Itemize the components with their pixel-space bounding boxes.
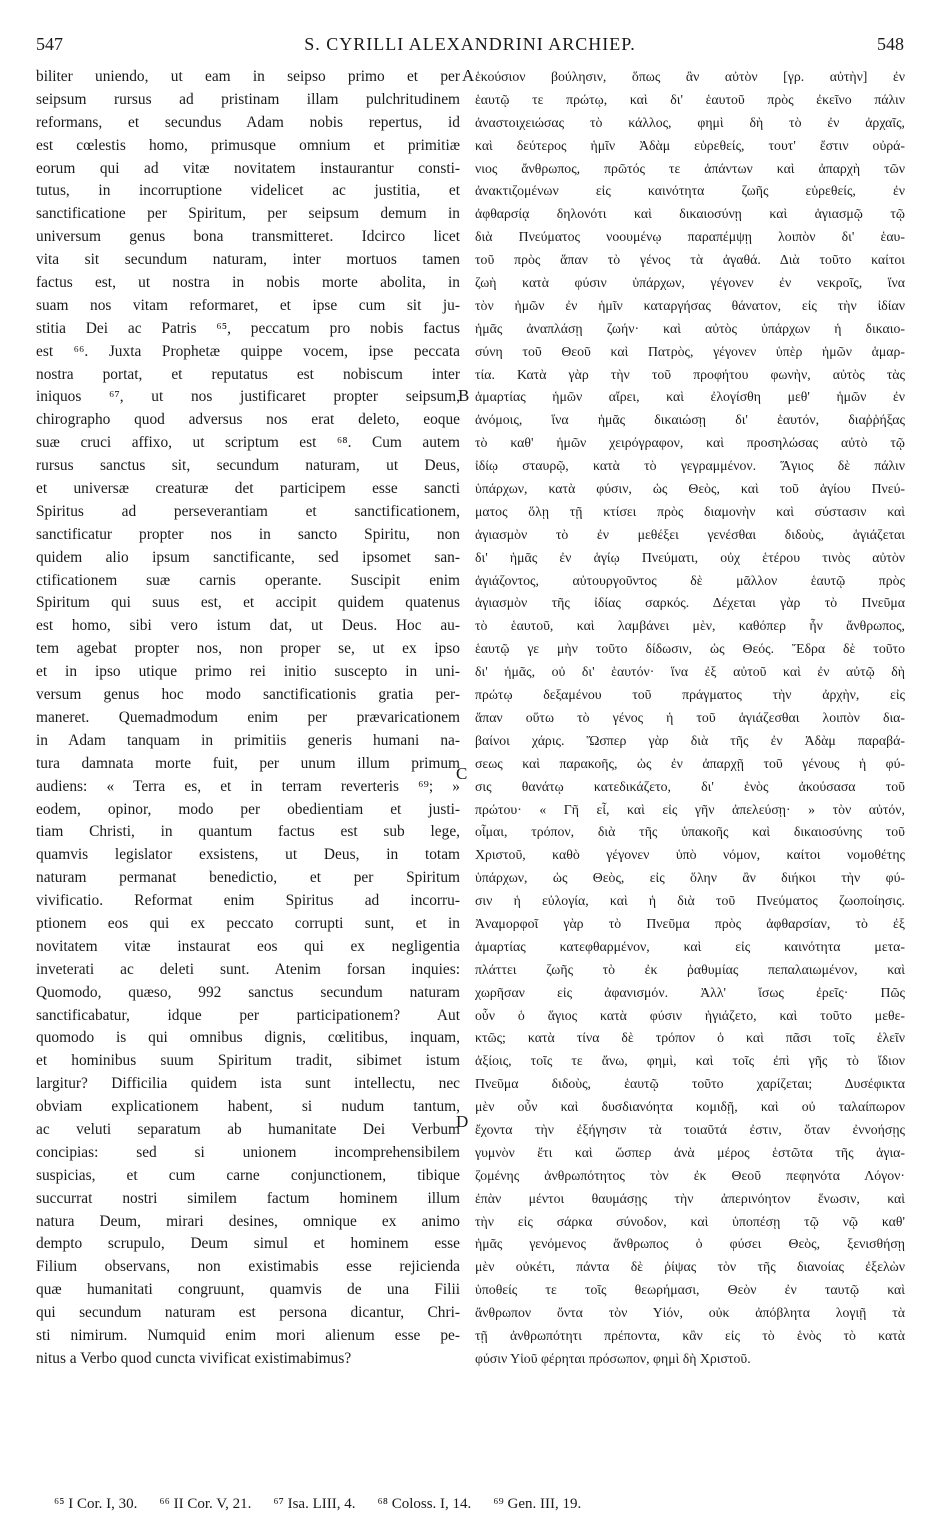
greek-text-line: ἄνθρωπον ὄντα τὸν Υἱόν, οὐκ ἀπόβλητα λογιῇ τὰ bbox=[475, 1305, 905, 1321]
latin-column bbox=[36, 66, 460, 1371]
latin-text-line: qui secundum naturam est persona dicantur, Chri- bbox=[36, 1304, 460, 1322]
latin-text-line: seipsum rursus ad pristinam illam pulchritudinem bbox=[36, 90, 460, 108]
section-marker-b: B bbox=[458, 386, 470, 405]
latin-text-line: tutus, in incorruptione videlicet ac justitia, et bbox=[36, 182, 460, 200]
greek-text-line: ἁγιάζοντος, αὐτουργοῦντος δὲ μᾶλλον ἑαυτῷ πρὸς bbox=[475, 572, 905, 588]
page-number-left: 547 bbox=[36, 34, 63, 54]
latin-text-line: quamvis legislator exsistens, ut Deus, in totam bbox=[36, 846, 460, 864]
greek-text-line: ὑπάρχων, ὡς Θεὸς, εἰς ὅλην ἂν διήκοι τὴν φύ- bbox=[475, 870, 905, 886]
greek-text-line: ἅπαν οὕτω τὸ γένος ἡ τοῦ ἁγιάζεσθαι λοιπὸν δια- bbox=[475, 709, 905, 725]
latin-text-line: sanctificabatur, idque per participationem? Aut bbox=[36, 1006, 460, 1024]
greek-text-line: κτῶς; κατὰ τίνα δὲ τρόπον ὁ καὶ πᾶσι τοῖς ἑλεῖν bbox=[475, 1030, 905, 1046]
latin-text-line: vivificatio. Reformat enim Spiritus ad incorru- bbox=[36, 892, 460, 910]
greek-text-line: ἔχοντα τὴν ἐξήγησιν τὰ τοιαῦτά ἐστιν, ὅταν ἐννοήσῃς bbox=[475, 1121, 905, 1137]
latin-text-line: quæ humanitati congruunt, quamvis de una Filii bbox=[36, 1281, 460, 1299]
greek-text-line: οἶμαι, τρόπον, διὰ τῆς ὑπακοῆς καὶ δικαιοσύνης τοῦ bbox=[475, 824, 905, 840]
latin-text-line: succurrat nostri similem factum hominem illum bbox=[36, 1189, 460, 1207]
latin-text-line: novitatem vitæ instaurat eos qui ex negligentia bbox=[36, 937, 460, 955]
greek-text-line: ἡμᾶς ἀναπλάσῃ ζωήν· καὶ αὐτὸς ὑπάρχων ἡ δικαιο- bbox=[475, 320, 905, 336]
latin-text-line: tiam Christi, in quantum factus est sub lege, bbox=[36, 823, 460, 841]
section-marker-a: A bbox=[462, 66, 475, 85]
footnote: ⁶⁷ Isa. LIII, 4. bbox=[273, 1496, 356, 1512]
greek-text-line: ἡμᾶς γενόμενος ἄνθρωπος ὁ φύσει Θεὸς, ξενισθήσῃ bbox=[475, 1236, 905, 1252]
latin-text-line: tura damnata morte fuit, per unum illum primum bbox=[36, 754, 460, 772]
latin-text-line: vita sit secundum naturam, inter mortuos tamen bbox=[36, 251, 460, 269]
latin-text-line: est cœlestis homo, primusque omnium et primitiæ bbox=[36, 136, 460, 154]
greek-text-line: ἀφθαρσίᾳ δηλονότι καὶ δικαιοσύνῃ καὶ ἁγιασμῷ τῷ bbox=[475, 206, 905, 222]
latin-text-line: quomodo is qui omnibus dignis, cœlitibus, inquam, bbox=[36, 1029, 460, 1047]
greek-text-line: μὲν οὐκέτι, πάντα δὲ ῥίψας τὸν τῆς διανοίας ἐξελὼν bbox=[475, 1259, 905, 1275]
running-title: S. CYRILLI ALEXANDRINI ARCHIEP. bbox=[304, 34, 636, 54]
latin-text-line: ptionem eos qui ex peccato corrupti sunt, et in bbox=[36, 914, 460, 932]
greek-text-line: ἐπὰν μέντοι θαυμάσῃς τὴν ἀπερινόητον ἕνωσιν, καὶ bbox=[475, 1190, 905, 1206]
latin-text-line: universum genus bona transmitteret. Idcirco licet bbox=[36, 228, 460, 246]
greek-text-line: ἑκούσιον βούλησιν, ὅπως ἂν αὐτὸν [γρ. αὐτὴν] ἐν bbox=[475, 69, 905, 84]
greek-text-line: ἰδίῳ σταυρῷ, κατὰ τὸ γεγραμμένον. Ἅγιος δὲ πάλιν bbox=[475, 458, 905, 474]
greek-text-line: ματος ὅλῃ τῇ κτίσει πρὸς διαμονὴν καὶ σύστασιν καὶ bbox=[475, 503, 905, 519]
greek-text-line: σεως καὶ παρακοῆς, ὡς ἐν ἀπαρχῇ τοῦ γένους ἡ φύ- bbox=[475, 755, 905, 771]
latin-text-line: ac veluti separatum ab humanitate Dei Verbum bbox=[36, 1120, 460, 1138]
greek-text-line: ἀνακτιζομένων εἰς καινότητα ζωῆς εὑρεθείς, ἐν bbox=[475, 183, 905, 199]
latin-text-line: Spiritus ad perseverantiam et sanctificationem, bbox=[36, 502, 460, 520]
greek-text-line: πρώτου· « Γῆ εἶ, καὶ εἰς γῆν ἀπελεύσῃ· » τὸν αὐτόν, bbox=[475, 801, 905, 817]
footnote: ⁶⁵ I Cor. I, 30. bbox=[54, 1496, 138, 1512]
latin-text-line: et hominibus suum Spiritum tradit, sibimet istum bbox=[36, 1052, 460, 1070]
latin-text-line: rursus sanctus sit, secundum naturam, ut Deus, bbox=[36, 457, 460, 475]
latin-text-line: stitia Dei ac Patris ⁶⁵, peccatum pro nobis factus bbox=[36, 319, 460, 337]
greek-text-line: Πνεῦμα διδοὺς, ἑαυτῷ τοῦτο χαρίζεται; Δυσέφικτα bbox=[475, 1076, 905, 1092]
greek-column bbox=[475, 66, 905, 1371]
greek-text-line: χωρῆσαν εἰς ἀφανισμόν. Ἀλλ' ἴσως ἐρεῖς· Πῶς bbox=[475, 984, 905, 1000]
latin-text-line: eodem, opinor, modo per obedientiam et justi- bbox=[36, 800, 460, 818]
greek-text-line: γυμνὸν ἔτι καὶ ὥσπερ ἀνὰ μέρος ἑστῶτα τῆς ἁγια- bbox=[475, 1144, 905, 1160]
latin-text-line: sanctificatione per Spiritum, per seipsum demum in bbox=[36, 205, 460, 223]
latin-text-line: dempto scrupulo, Deum simul et hominem esse bbox=[36, 1235, 460, 1253]
footnote: ⁶⁶ II Cor. V, 21. bbox=[159, 1496, 252, 1512]
greek-text-line: τοῦ πρὸς ἅπαν τὸ γένος τὰ ἀγαθά. Διὰ τοῦτο καίτοι bbox=[475, 252, 905, 268]
latin-text-line: Quomodo, quæso, 992 sanctus secundum naturam bbox=[36, 983, 460, 1001]
greek-text-line: βαίνοι χάρις. Ὥσπερ γὰρ διὰ τῆς ἐν Ἀδὰμ παραβά- bbox=[475, 732, 905, 748]
greek-text-line: δι' ἡμᾶς, οὐ δι' ἑαυτόν· ἵνα ἐξ αὐτοῦ καὶ ἐν αὐτῷ δὴ bbox=[475, 664, 905, 680]
greek-text-line: σιν ἡ εὐλογία, καὶ ἡ διὰ τοῦ Πνεύματος ζωοποίησις. bbox=[475, 893, 905, 909]
section-marker-d: D bbox=[456, 1112, 469, 1131]
greek-text-line: ἀξίοις, τοῖς τε ἄνω, φημὶ, καὶ τοῖς ἐπὶ γῆς τὸ ἴδιον bbox=[475, 1053, 905, 1069]
latin-text-line: suspicias, et cum carne conjunctionem, tibique bbox=[36, 1166, 460, 1184]
greek-text-line: τῇ ἀνθρωπότητι πρέποντα, κἂν εἰς τὸ ἑνὸς τὸ κατὰ bbox=[475, 1327, 905, 1343]
greek-text-line: τὸ καθ' ἡμῶν χειρόγραφον, καὶ προσηλώσας αὐτὸ τῷ bbox=[475, 435, 905, 451]
latin-text-line: nitus a Verbo quod cuncta vivificat existimabimus? bbox=[36, 1349, 352, 1367]
latin-text-line: in Adam tanquam in primitiis generis humani na- bbox=[36, 731, 460, 749]
latin-text-line: factus est, ut nostra in nobis morte abolita, in bbox=[36, 274, 460, 292]
page-number-right: 548 bbox=[877, 34, 904, 54]
greek-text-line: ἀναστοιχειώσας τὸ κάλλος, φημὶ δὴ τὸ ἐν ἀρχαῖς, bbox=[475, 114, 905, 130]
greek-text-line: τία. Κατὰ γὰρ τὴν τοῦ προφήτου φωνὴν, αὐτὸς τὰς bbox=[475, 366, 905, 382]
latin-text-line: reformans, et secundus Adam nobis repertus, id bbox=[36, 113, 460, 131]
greek-text-line: ἁγιασμὸν τῆς ἰδίας σαρκός. Δέχεται γὰρ τὸ Πνεῦμα bbox=[475, 595, 905, 611]
latin-text-line: naturam permanat benedictio, et per Spiritum bbox=[36, 869, 460, 887]
latin-text-line: est ⁶⁶. Juxta Prophetæ quippe vocem, ipse peccata bbox=[36, 342, 460, 360]
greek-text-line: πρώτῳ δεξαμένου τοῦ πράγματος τὴν ἀρχὴν, εἰς bbox=[475, 687, 905, 703]
greek-text-line: δι' ἡμᾶς ἐν ἁγίῳ Πνεύματι, οὐχ ἑτέρου τινὸς αὐτὸν bbox=[475, 549, 905, 565]
latin-text-line: tem agebat propter nos, non proper se, ut ex ipso bbox=[36, 640, 460, 658]
greek-text-line: ἁμαρτίας κατεφθαρμένον, καὶ εἰς καινότητα μετα- bbox=[475, 938, 905, 954]
latin-text-line: et universæ creaturæ det participem esse sancti bbox=[36, 480, 460, 498]
greek-text-line: ἁγιασμὸν τὸ ἐν μεθέξει γενέσθαι διδοὺς, ἁγιάζεται bbox=[475, 526, 905, 542]
greek-text-line: καὶ δεύτερος ἡμῖν Ἀδὰμ εὑρεθείς, τουτ' ἔστιν οὐρά- bbox=[475, 137, 905, 153]
latin-text-line: sti nimirum. Numquid enim mori alienum esse pe- bbox=[36, 1326, 460, 1344]
latin-text-line: obviam explicationem habent, si nudum tantum, bbox=[36, 1098, 460, 1116]
latin-text-line: concipias: sed si unionem incomprehensibilem bbox=[36, 1143, 460, 1161]
greek-text-line: διὰ Πνεύματος νοουμένῳ παραπέμψῃ λοιπὸν δι' ἑαυ- bbox=[475, 229, 905, 245]
greek-text-line: ἑαυτῷ γε μὴν τοῦτο δίδωσιν, ὡς Θεός. Ἔδρα δὲ τοῦτο bbox=[475, 641, 905, 657]
latin-text-line: nostra portat, et reputatus est nobiscum inter bbox=[36, 365, 460, 383]
greek-text-line: νιος ἄνθρωπος, πρῶτός τε ἁπάντων καὶ ἀπαρχὴ τῶν bbox=[475, 160, 905, 176]
greek-text-line: ὑπάρχων, κατὰ φύσιν, ὡς Θεὸς, καὶ τοῦ ἁγίου Πνεύ- bbox=[475, 481, 905, 497]
latin-text-line: maneret. Quemadmodum enim per prævaricationem bbox=[36, 708, 460, 726]
latin-text-line: inveterati ac deleti sunt. Atenim forsan inquies: bbox=[36, 960, 460, 978]
greek-text-line: τὸν ἡμῶν ἐν ἡμῖν καταργήσας θάνατον, εἰς τὴν ἰδίαν bbox=[475, 297, 905, 313]
latin-text-line: suam nos vitam reformaret, et ipse cum sit ju- bbox=[36, 296, 460, 314]
latin-text-line: ctificationem suæ carnis operante. Suscipit enim bbox=[36, 571, 460, 589]
latin-text-line: natura Deum, mirari desines, omnique ex animo bbox=[36, 1212, 460, 1230]
latin-text-line: sanctificatur propter nos in sancto Spiritu, non bbox=[36, 525, 460, 543]
greek-text-line: Χριστοῦ, καθὸ γέγονεν ὑπὸ νόμον, καίτοι νομοθέτης bbox=[475, 847, 905, 863]
greek-text-line: οὖν ὁ ἅγιος κατὰ φύσιν ἡγιάζετο, καὶ τοῦτο μεθε- bbox=[475, 1007, 905, 1023]
latin-text-line: quidem alio ipsum sanctificante, sed ipsomet san- bbox=[36, 548, 460, 566]
greek-text-line: ὑποθείς τε τοῖς θεωρήμασι, Θεὸν ἐν ταυτῷ καὶ bbox=[475, 1282, 905, 1298]
greek-text-line: σύνη τοῦ Θεοῦ καὶ Πατρὸς, γέγονεν ὑπὲρ ἡμῶν ἁμαρ- bbox=[475, 343, 905, 359]
greek-text-line: μὲν οὖν καὶ δυσδιανόητα κομιδῇ, καὶ οὐ ταλαίπωρον bbox=[475, 1099, 905, 1115]
greek-text-line: ἑαυτῷ τε πρώτῳ, καὶ δι' ἑαυτοῦ πρὸς ἐκεῖνο πάλιν bbox=[475, 91, 905, 107]
latin-text-line: et in ipso utique primo rei initio suscepto in uni- bbox=[36, 663, 460, 681]
footnote: ⁶⁹ Gen. III, 19. bbox=[493, 1496, 582, 1512]
latin-text-line: versum genus hoc modo sanctificationis gratia per- bbox=[36, 686, 460, 704]
section-marker-c: C bbox=[456, 764, 468, 783]
greek-text-line: ἀνόμοις, ἵνα ἡμᾶς δικαιώσῃ δι' ἑαυτόν, διαῤῥήξας bbox=[475, 412, 905, 428]
latin-text-line: chirographo quod adversus nos erat deleto, eoque bbox=[36, 411, 460, 429]
greek-text-line: Ἀναμορφοῖ γὰρ τὸ Πνεῦμα πρὸς ἀφθαρσίαν, τὸ ἐξ bbox=[475, 915, 905, 931]
latin-text-line: biliter uniendo, ut eam in seipso primo et per bbox=[36, 68, 460, 85]
latin-text-line: largitur? Difficilia quidem ista sunt intellectu, nec bbox=[36, 1075, 460, 1093]
footnote: ⁶⁸ Coloss. I, 14. bbox=[377, 1496, 472, 1512]
greek-text-line: ζωὴ κατὰ φύσιν ὑπάρχων, γέγονεν ἐν νεκροῖς, ἵνα bbox=[475, 275, 905, 291]
greek-text-line: τὸ ἑαυτοῦ, καὶ λαμβάνει μὲν, καθόπερ ἦν ἄνθρωπος, bbox=[475, 618, 905, 634]
running-header bbox=[36, 34, 904, 58]
greek-text-line: τὴν εἰς σάρκα σύνοδον, καὶ ὑποπέσῃ τῷ νῷ καθ' bbox=[475, 1213, 905, 1229]
greek-text-line: πλάττει ζωῆς τὸ ἐκ ῥαθυμίας πεπαλαιωμένον, καὶ bbox=[475, 961, 905, 977]
latin-text-line: eorum qui ad vitæ novitatem instaurantur consti- bbox=[36, 159, 460, 177]
greek-text-line: σις θανάτῳ κατεδικάζετο, δι' ἑνὸς ἀκούσασα τοῦ bbox=[475, 778, 905, 794]
latin-text-line: suæ cruci affixo, ut scriptum est ⁶⁸. Cum autem bbox=[36, 434, 460, 452]
footnotes bbox=[54, 1496, 904, 1513]
latin-text-line: audiens: « Terra es, et in terram reverteris ⁶⁹; » bbox=[36, 777, 460, 795]
greek-text-line: ζομένης ἀνθρωπότητος τὸν ἐκ Θεοῦ πεφηνότα Λόγον· bbox=[475, 1167, 905, 1183]
latin-text-line: est homo, sibi vero istum dat, ut Deus. Hoc au- bbox=[36, 617, 460, 635]
latin-text-line: iniquos ⁶⁷, ut nos justificaret propter seipsum, bbox=[36, 388, 460, 406]
greek-text-line: φύσιν Υἱοῦ φέρηται πρόσωπον, φημὶ δὴ Χριστοῦ. bbox=[475, 1350, 751, 1366]
latin-text-line: Filium observans, non existimabis esse rejicienda bbox=[36, 1258, 460, 1276]
latin-text-line: Spiritum qui suus est, et accipit quidem quatenus bbox=[36, 594, 460, 612]
greek-text-line: ἁμαρτίας ἡμῶν αἴρει, καὶ ἐλογίσθη μεθ' ἡμῶν ἐν bbox=[475, 389, 905, 405]
